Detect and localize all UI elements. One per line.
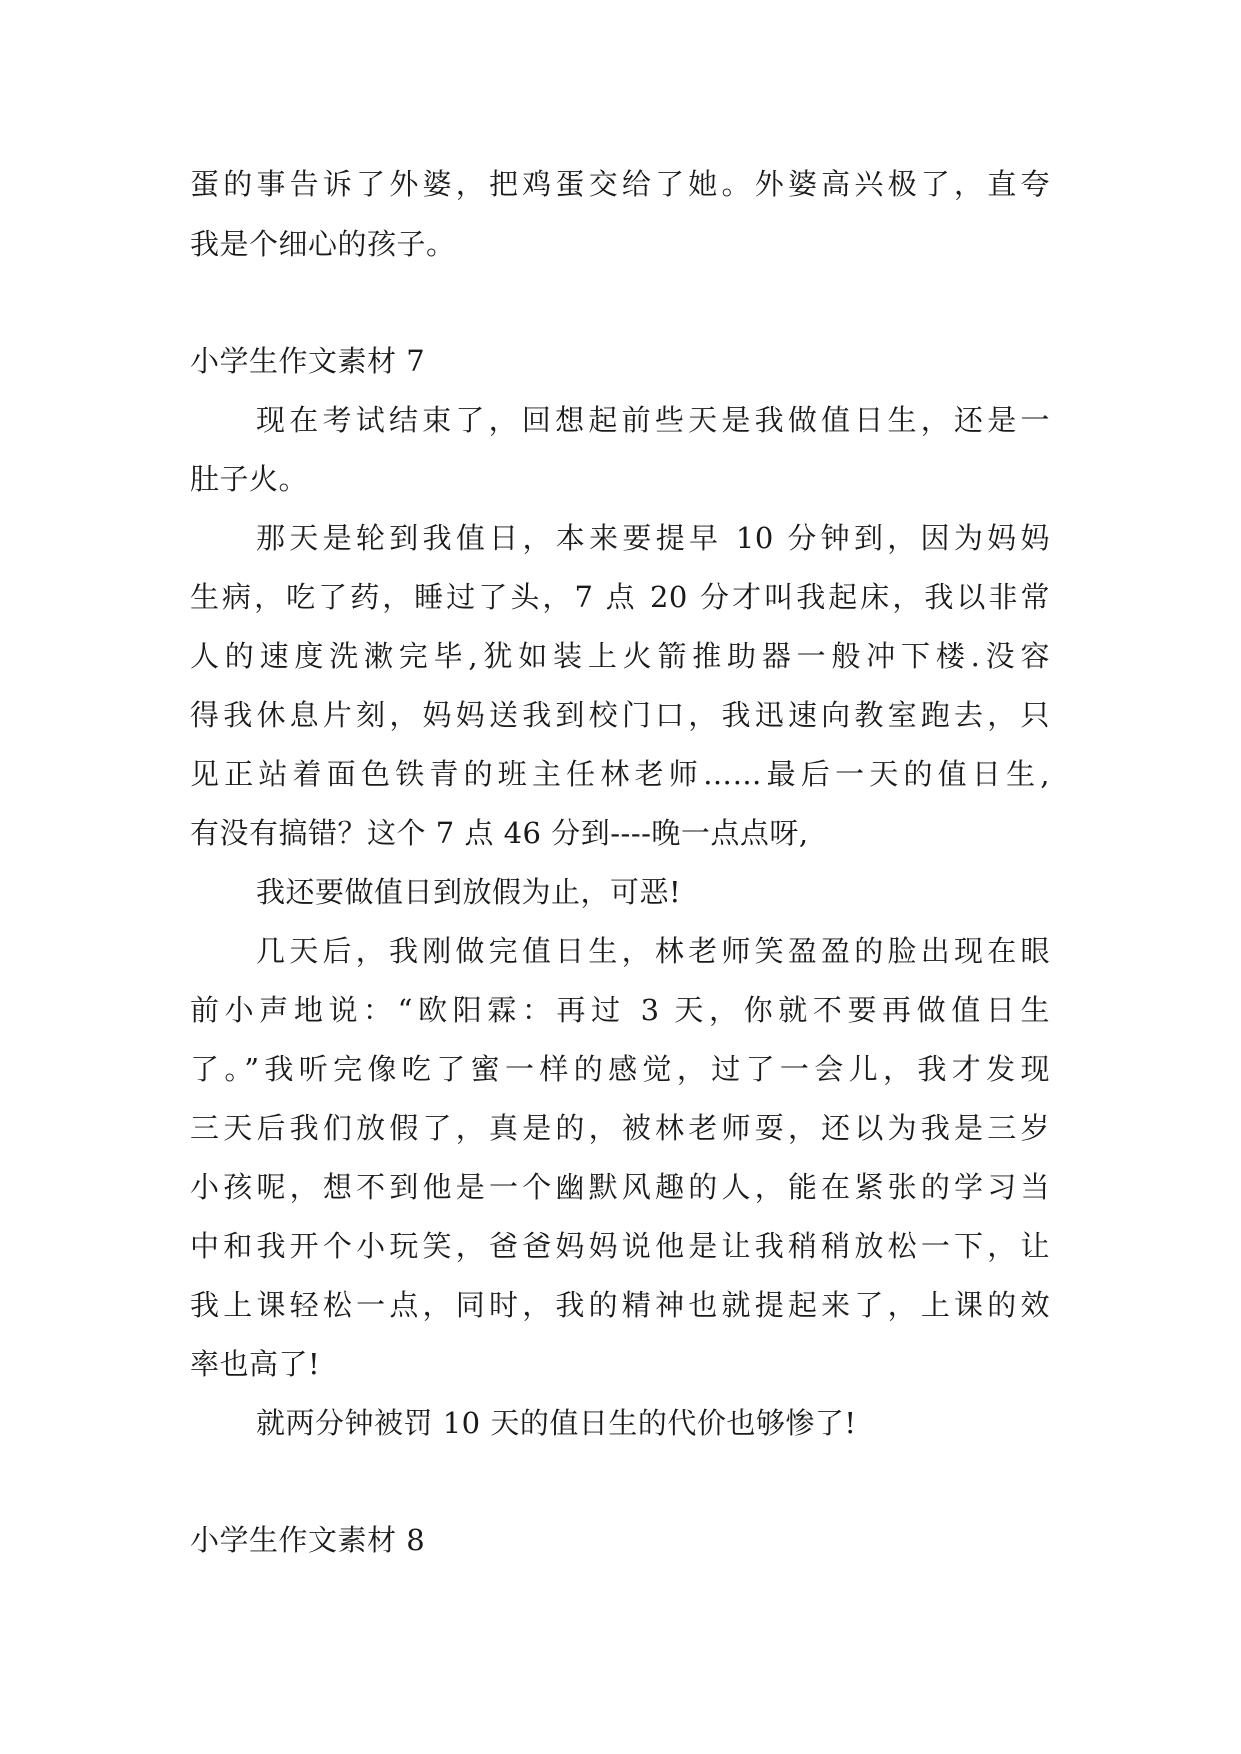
paragraph-line: 我上课轻松一点，同时，我的精神也就提起来了，上课的效 bbox=[190, 1288, 1050, 1322]
paragraph-line: 几天后，我刚做完值日生，林老师笑盈盈的脸出现在眼 bbox=[256, 934, 1050, 968]
paragraph-line: 前小声地说：“欧阳霖：再过 3 天，你就不要再做值日生 bbox=[190, 993, 1050, 1027]
paragraph-line: 那天是轮到我值日，本来要提早 10 分钟到，因为妈妈 bbox=[256, 521, 1050, 555]
paragraph-line: 见正站着面色铁青的班主任林老师……最后一天的值日生, bbox=[190, 757, 1050, 791]
paragraph-line: 蛋的事告诉了外婆，把鸡蛋交给了她。外婆高兴极了，直夸 bbox=[190, 167, 1050, 201]
paragraph-line: 有没有搞错？这个 7 点 46 分到----晚一点点呀, bbox=[190, 816, 809, 850]
paragraph-line: 中和我开个小玩笑，爸爸妈妈说他是让我稍稍放松一下，让 bbox=[190, 1229, 1050, 1263]
paragraph-line: 我是个细心的孩子。 bbox=[190, 227, 456, 261]
paragraph-line: 肚子火。 bbox=[190, 462, 309, 496]
paragraph-line: 小孩呢，想不到他是一个幽默风趣的人，能在紧张的学习当 bbox=[190, 1170, 1050, 1204]
section-title: 小学生作文素材 7 bbox=[190, 344, 426, 378]
paragraph-line: 我还要做值日到放假为止，可恶! bbox=[256, 875, 682, 909]
paragraph-line: 生病，吃了药，睡过了头，7 点 20 分才叫我起床，我以非常 bbox=[190, 580, 1050, 614]
section-title: 小学生作文素材 8 bbox=[190, 1523, 426, 1557]
paragraph-line: 三天后我们放假了，真是的，被林老师耍，还以为我是三岁 bbox=[190, 1111, 1050, 1145]
paragraph-line: 率也高了! bbox=[190, 1347, 321, 1381]
paragraph-line: 就两分钟被罚 10 天的值日生的代价也够惨了! bbox=[256, 1406, 857, 1440]
paragraph-line: 现在考试结束了，回想起前些天是我做值日生，还是一 bbox=[256, 403, 1050, 437]
paragraph-line: 人的速度洗漱完毕,犹如装上火箭推助器一般冲下楼.没容 bbox=[190, 639, 1050, 673]
paragraph-line: 得我休息片刻，妈妈送我到校门口，我迅速向教室跑去，只 bbox=[190, 698, 1050, 732]
paragraph-line: 了。”我听完像吃了蜜一样的感觉，过了一会儿，我才发现 bbox=[190, 1052, 1050, 1086]
